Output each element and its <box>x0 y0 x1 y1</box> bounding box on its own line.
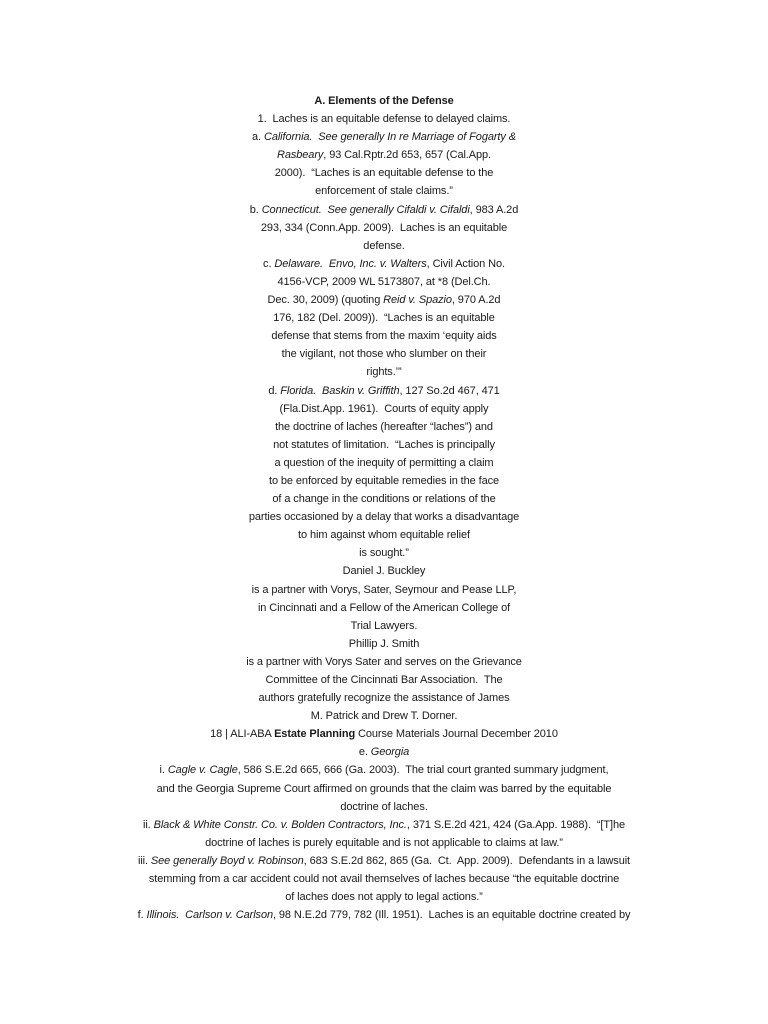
text-run: , 983 A.2d <box>469 203 519 216</box>
text-run: Committee of the Cincinnati Bar Association. The <box>265 674 503 686</box>
line-41 <box>0 834 768 852</box>
line-16 <box>0 382 768 400</box>
line-32 <box>0 671 768 689</box>
text-run: of laches does not apply to legal actions.” <box>285 891 483 904</box>
line-21 <box>0 472 768 490</box>
text-run: of a change in the conditions or relations of the <box>272 493 496 506</box>
line-10 <box>0 273 768 291</box>
text-run-italic: See generally Boyd v. Robinson <box>150 854 304 867</box>
text-run: and the Georgia Supreme Court affirmed on grounds that the claim was barred by the equitable <box>156 782 612 795</box>
text-run: , 98 N.E.2d 779, 782 (Ill. 1951). Laches is an equitable doctrine created by <box>273 909 631 922</box>
text-run: c. <box>263 257 275 270</box>
line-17 <box>0 400 768 418</box>
line-36 <box>0 743 768 761</box>
text-run: 2000). “Laches is an equitable defense to the <box>274 167 494 180</box>
journal-title-bold: Estate Planning <box>274 728 356 741</box>
text-run: defense that stems from the maxim ‘equity aids <box>271 330 497 343</box>
line-7 <box>0 219 768 237</box>
line-13 <box>0 327 768 345</box>
line-31 <box>0 653 768 671</box>
line-25 <box>0 544 768 562</box>
text-run: authors gratefully recognize the assistance of James <box>258 692 510 705</box>
text-run: f. <box>137 909 147 922</box>
text-run: d. <box>268 384 281 397</box>
line-2 <box>0 128 768 146</box>
text-run: ii. <box>142 818 154 831</box>
line-30 <box>0 635 768 653</box>
line-38 <box>0 780 768 798</box>
line-14 <box>0 345 768 363</box>
line-9 <box>0 255 768 273</box>
section-heading: A. Elements of the Defense <box>314 95 454 107</box>
line-18 <box>0 418 768 436</box>
text-run: , 371 S.E.2d 421, 424 (Ga.App. 1988). “[T]he <box>406 818 625 831</box>
text-run: e. <box>358 746 371 759</box>
line-45 <box>0 906 768 924</box>
document-page <box>0 92 768 924</box>
author-name: Daniel J. Buckley <box>342 565 426 578</box>
line-4 <box>0 164 768 182</box>
text-run: , 127 So.2d 467, 471 <box>399 384 500 397</box>
line-33 <box>0 689 768 707</box>
line-29 <box>0 617 768 635</box>
text-run: is a partner with Vorys, Sater, Seymour and Pease LLP, <box>251 583 517 596</box>
text-run: to him against whom equitable relief <box>298 529 470 542</box>
text-run-italic: Rasbeary <box>277 149 324 162</box>
line-8 <box>0 237 768 255</box>
text-run-italic: Georgia <box>370 746 410 759</box>
text-run-italic: Black & White Constr. Co. v. Bolden Contractors, Inc. <box>153 818 407 831</box>
text-run: , Civil Action No. <box>426 257 505 270</box>
text-run: iii. <box>137 854 151 867</box>
line-42 <box>0 852 768 870</box>
line-24 <box>0 526 768 544</box>
text-run: a. <box>252 131 264 144</box>
line-34 <box>0 707 768 725</box>
text-run: , 93 Cal.Rptr.2d 653, 657 (Cal.App. <box>323 149 491 162</box>
line-6 <box>0 201 768 219</box>
line-0 <box>0 92 768 110</box>
text-run: to be enforced by equitable remedies in the face <box>268 474 500 487</box>
text-run-italic: Connecticut. See generally Cifaldi v. Cifaldi <box>261 203 470 216</box>
text-run: is sought.” <box>359 547 409 560</box>
text-run: 293, 334 (Conn.App. 2009). Laches is an equitable <box>260 221 508 234</box>
text-run: , 683 S.E.2d 862, 865 (Ga. Ct. App. 2009). Defendants in a lawsuit <box>303 854 631 867</box>
text-run: in Cincinnati and a Fellow of the American College of <box>257 601 511 614</box>
page-footer <box>0 725 768 743</box>
text-run-italic: California. See generally In re Marriage of Fogarty & <box>263 131 516 144</box>
text-run: the doctrine of laches (hereafter “laches”) and <box>275 420 493 433</box>
line-23 <box>0 508 768 526</box>
text-run: doctrine of laches is purely equitable and is not applicable to claims at law.” <box>205 836 563 849</box>
text-run: a question of the inequity of permitting a claim <box>274 456 494 469</box>
line-5 <box>0 182 768 200</box>
line-39 <box>0 798 768 816</box>
line-20 <box>0 454 768 472</box>
text-run: not statutes of limitation. “Laches is principally <box>273 438 495 451</box>
text-run: 18 | ALI-ABA <box>210 728 275 741</box>
line-26 <box>0 562 768 580</box>
text-run: rights.’” <box>366 366 402 379</box>
text-run: defense. <box>363 239 405 252</box>
text-run-italic: Illinois. Carlson v. Carlson <box>146 909 273 922</box>
text-run-italic: Florida. Baskin v. Griffith <box>280 384 400 397</box>
text-run: , 586 S.E.2d 665, 666 (Ga. 2003). The trial court granted summary judgment, <box>237 764 609 777</box>
text-run: Course Materials Journal December 2010 <box>355 728 558 741</box>
text-run-italic: Cagle v. Cagle <box>167 764 238 777</box>
text-run: 176, 182 (Del. 2009)). “Laches is an equitable <box>273 312 495 325</box>
text-run: the vigilant, not those who slumber on their <box>281 348 487 361</box>
text-run: M. Patrick and Drew T. Dorner. <box>310 710 458 723</box>
line-40 <box>0 816 768 834</box>
text-run: b. <box>249 203 262 216</box>
line-37 <box>0 761 768 779</box>
text-run: Dec. 30, 2009) (quoting <box>267 294 384 307</box>
line-44 <box>0 888 768 906</box>
text-run: 4156-VCP, 2009 WL 5173807, at *8 (Del.Ch. <box>277 275 491 288</box>
line-27 <box>0 581 768 599</box>
text-run: Trial Lawyers. <box>350 619 418 632</box>
text-run: (Fla.Dist.App. 1961). Courts of equity apply <box>279 402 489 415</box>
text-run-italic: Delaware. Envo, Inc. v. Walters <box>274 257 427 270</box>
line-11 <box>0 291 768 309</box>
author-name: Phillip J. Smith <box>348 637 420 650</box>
text-run: doctrine of laches. <box>340 800 428 813</box>
line-22 <box>0 490 768 508</box>
line-19 <box>0 436 768 454</box>
line-12 <box>0 309 768 327</box>
text-run: enforcement of stale claims.” <box>315 185 453 198</box>
line-15 <box>0 363 768 381</box>
line-1 <box>0 110 768 128</box>
text-run: i. <box>159 764 168 777</box>
line-28 <box>0 599 768 617</box>
text-run-italic: Reid v. Spazio <box>383 294 452 307</box>
text-run: is a partner with Vorys Sater and serves on the Grievance <box>246 655 522 668</box>
text-run: stemming from a car accident could not avail themselves of laches because “the equitable doctrine <box>148 873 620 886</box>
text-run: 1. Laches is an equitable defense to delayed claims. <box>257 113 511 126</box>
line-3 <box>0 146 768 164</box>
text-run: parties occasioned by a delay that works a disadvantage <box>248 511 520 524</box>
line-43 <box>0 870 768 888</box>
text-run: , 970 A.2d <box>451 294 501 307</box>
